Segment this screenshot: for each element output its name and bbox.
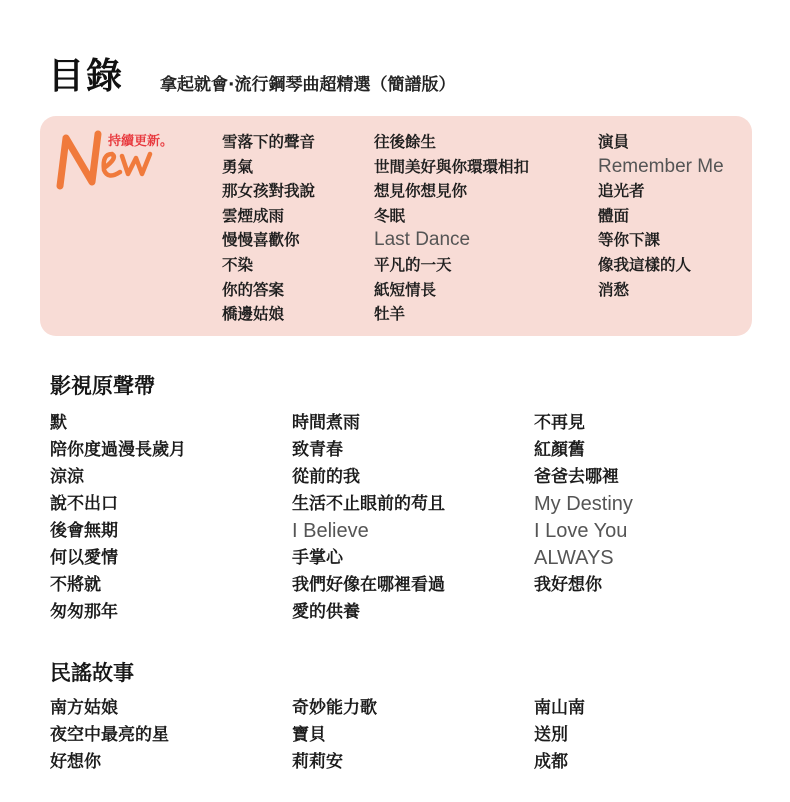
song-title: 涼涼 xyxy=(50,467,84,487)
song-title: 不染 xyxy=(222,255,254,274)
song-title: 送別 xyxy=(534,725,568,745)
film-section-heading: 影視原聲帶 xyxy=(50,374,155,398)
song-title: 何以愛情 xyxy=(50,548,118,568)
song-title: 體面 xyxy=(598,206,630,225)
song-title: 從前的我 xyxy=(292,467,360,487)
song-title: 演員 xyxy=(598,133,630,151)
song-title: 生活不止眼前的苟且 xyxy=(292,494,445,514)
song-title: ALWAYS xyxy=(534,547,614,569)
song-title: 不再見 xyxy=(534,413,585,433)
song-title: 紅顏舊 xyxy=(534,440,585,460)
update-note: 持續更新。 xyxy=(108,134,174,149)
song-title: 奇妙能力歌 xyxy=(292,698,377,718)
song-title: 我們好像在哪裡看過 xyxy=(292,575,445,595)
song-title: 雪落下的聲音 xyxy=(222,133,316,151)
song-title: 像我這樣的人 xyxy=(598,255,692,274)
film-songs-column-2 xyxy=(292,410,445,626)
page-subtitle: 拿起就會·流行鋼琴曲超精選（簡譜版） xyxy=(160,75,456,95)
song-title: 我好想你 xyxy=(534,575,602,595)
song-title: 莉莉安 xyxy=(292,752,343,772)
folk-songs-column-3 xyxy=(534,695,585,776)
song-title: 那女孩對我說 xyxy=(222,182,316,201)
song-title: 時間煮雨 xyxy=(292,413,360,433)
song-title: 成都 xyxy=(534,752,568,772)
song-title: 後會無期 xyxy=(50,521,118,541)
song-title: 慢慢喜歡你 xyxy=(222,231,300,250)
song-title: 消愁 xyxy=(598,280,630,299)
folk-section-heading: 民謠故事 xyxy=(50,661,134,685)
song-title: 手掌心 xyxy=(292,548,343,568)
song-title: My Destiny xyxy=(534,493,633,515)
song-title: 爸爸去哪裡 xyxy=(534,467,619,487)
song-title: Last Dance xyxy=(374,229,471,251)
folk-songs-column-2 xyxy=(292,695,377,776)
new-songs-column-2 xyxy=(374,130,529,327)
song-title: 你的答案 xyxy=(222,280,285,299)
page-title: 目錄 xyxy=(48,56,125,97)
song-title: 南山南 xyxy=(534,698,585,718)
song-title: I Believe xyxy=(292,520,369,542)
song-title: 夜空中最亮的星 xyxy=(50,725,169,745)
song-title: 等你下課 xyxy=(598,231,661,250)
song-title: 南方姑娘 xyxy=(50,698,118,718)
song-title: 平凡的一天 xyxy=(374,255,452,274)
song-title: 匆匆那年 xyxy=(50,602,118,622)
folk-songs-column-1 xyxy=(50,695,169,776)
song-title: 不將就 xyxy=(50,575,101,595)
song-title: 冬眠 xyxy=(374,206,406,225)
song-title: 好想你 xyxy=(50,752,101,772)
song-title: 愛的供養 xyxy=(292,602,360,622)
song-title: 紙短情長 xyxy=(374,280,437,299)
film-songs-column-1 xyxy=(50,410,186,626)
song-title: 雲煙成雨 xyxy=(222,206,285,225)
new-songs-column-1 xyxy=(222,130,315,327)
song-title: 致青春 xyxy=(292,440,343,460)
song-title: 想見你想見你 xyxy=(374,182,468,201)
song-title: I Love You xyxy=(534,520,628,542)
song-title: 陪你度過漫長歲月 xyxy=(50,440,186,460)
song-title: 寶貝 xyxy=(292,725,326,745)
song-title: 往後餘生 xyxy=(374,133,437,151)
song-title: Remember Me xyxy=(598,155,724,177)
song-title: 世間美好與你環環相扣 xyxy=(374,157,530,176)
song-title: 默 xyxy=(50,413,67,433)
song-title: 追光者 xyxy=(598,182,645,201)
film-songs-column-3 xyxy=(534,410,633,599)
song-title: 說不出口 xyxy=(50,494,118,514)
song-title: 牡羊 xyxy=(374,305,406,324)
song-title: 橋邊姑娘 xyxy=(222,305,285,324)
song-title: 勇氣 xyxy=(222,157,254,176)
new-songs-column-3 xyxy=(598,130,724,302)
